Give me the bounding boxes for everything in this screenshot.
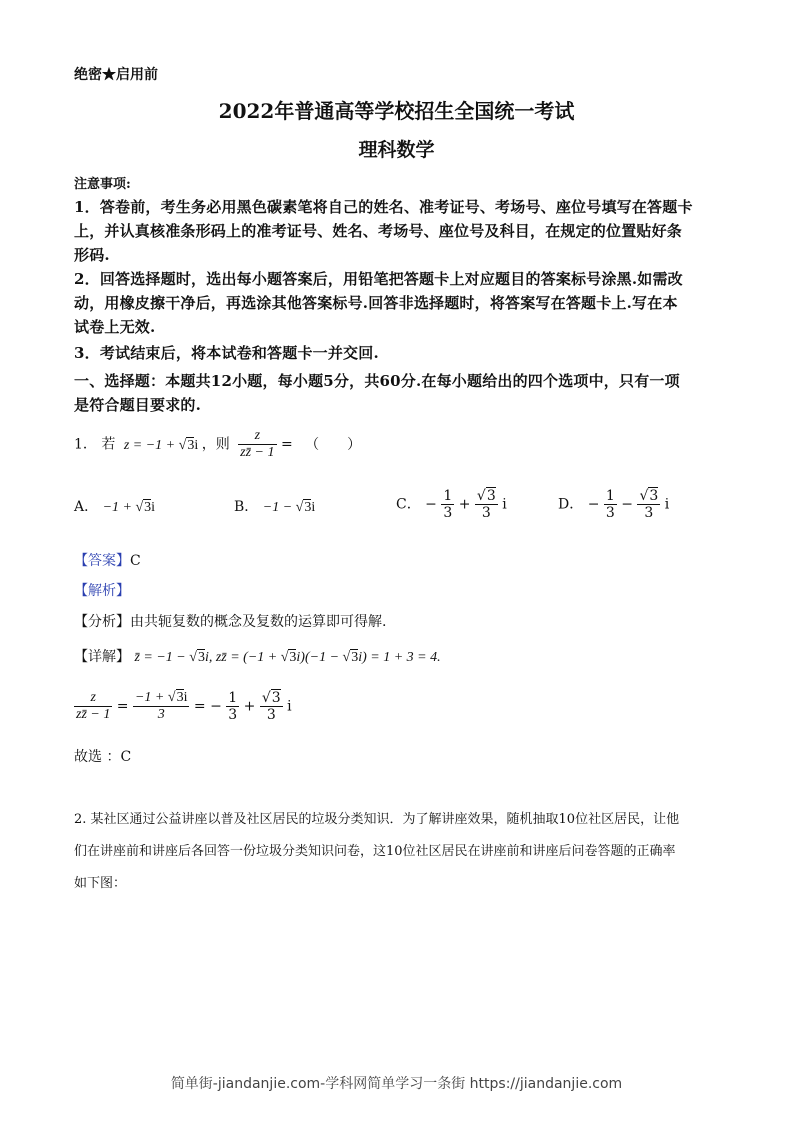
answer-paren: （ ） bbox=[305, 436, 362, 453]
choose-line: 故选 ：C bbox=[74, 749, 132, 765]
given-expression: z = −1 + √3i bbox=[123, 437, 199, 453]
option-b: B． −1 − √3i bbox=[234, 499, 316, 515]
question-2-line: 如下图： bbox=[74, 876, 127, 891]
notes-line: 动，用橡皮擦干净后，再选涂其他答案标号.回答非选择题时，将答案写在答题卡上.写在本 bbox=[74, 294, 678, 312]
analysis-tag: 【解析】 bbox=[74, 583, 130, 599]
question-fraction: $\frac{z}{zz̄ - 1}$ bbox=[240, 428, 275, 461]
fenxi-line: 【分析】由共轭复数的概念及复数的运算即可得解. bbox=[74, 614, 387, 630]
notes-line: 3．考试结束后，将本试卷和答题卡一并交回. bbox=[74, 344, 379, 362]
confidential-label: 绝密★启用前 bbox=[74, 67, 158, 83]
if-word: 若 bbox=[101, 436, 116, 453]
question-number: 1． bbox=[74, 436, 97, 453]
notes-line: 形码. bbox=[74, 246, 110, 264]
option-c: C． − $\frac{1}{3}$ + $\frac{√3}{3}$ i bbox=[396, 488, 507, 522]
then-word: ，则 bbox=[201, 436, 230, 453]
notes-line: 1．答卷前，考生务必用黑色碳素笔将自己的姓名、准考证号、考场号、座位号填写在答题卡 bbox=[74, 198, 693, 216]
question-1-stem bbox=[74, 428, 361, 461]
exam-title: 2022年普通高等学校招生全国统一考试 bbox=[218, 99, 575, 123]
notes-line: 试卷上无效. bbox=[74, 318, 156, 336]
section-heading: 一、选择题：本题共12小题，每小题5分，共60分.在每小题给出的四个选项中，只有一项 bbox=[74, 372, 680, 390]
calculation-line: $\frac{z}{zz̄ - 1}$ = $\frac{-1 + √3i}{3}$ = − $\frac{1}{3}$ + $\frac{√3}{3}$ i bbox=[76, 690, 292, 724]
answer-line bbox=[74, 550, 141, 570]
notes-line: 2．回答选择题时，选出每小题答案后，用铅笔把答题卡上对应题目的答案标号涂黑.如需改 bbox=[74, 270, 683, 288]
notes-line: 上，并认真核准条形码上的准考证号、姓名、考场号、座位号及科目，在规定的位置贴好条 bbox=[74, 222, 683, 240]
answer-tag: 【答案】 bbox=[74, 553, 130, 569]
notes-heading: 注意事项: bbox=[74, 177, 131, 192]
option-a: A． −1 + √3i bbox=[74, 499, 156, 515]
footer-watermark: 简单街-jiandanjie.com-学科网简单学习一条街 https://jiandanjie.com bbox=[170, 1076, 623, 1092]
exam-subject: 理科数学 bbox=[358, 139, 435, 161]
section-heading-cont: 是符合题目要求的. bbox=[74, 396, 202, 414]
equals-sign: = bbox=[280, 436, 293, 453]
question-2-line: 们在讲座前和讲座后各回答一份垃圾分类知识问卷，这10位社区居民在讲座前和讲座后问卷答题的正确率 bbox=[74, 844, 676, 859]
option-d: D． − $\frac{1}{3}$ − $\frac{√3}{3}$ i bbox=[558, 488, 670, 522]
question-2-line: 2. 某社区通过公益讲座以普及社区居民的垃圾分类知识．为了解讲座效果，随机抽取10位社区居民，让他 bbox=[74, 812, 680, 827]
detail-line: 【详解】 z̄ = −1 − √3i, zz̄ = (−1 + √3i)(−1 − √3i) = 1 + 3 = 4. bbox=[74, 649, 441, 665]
answer-value: C bbox=[130, 553, 141, 569]
